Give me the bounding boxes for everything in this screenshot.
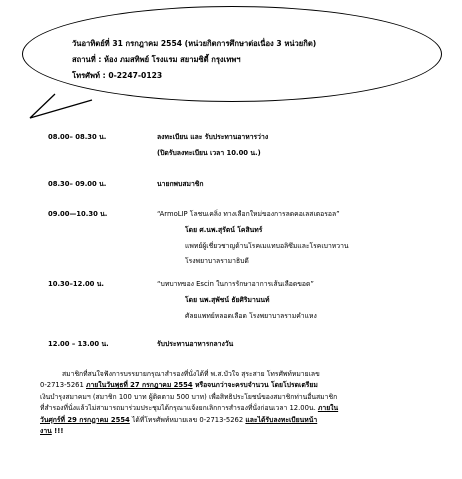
schedule-time: 09.00—10.30 น. — [48, 210, 108, 218]
paragraph-line: สมาชิกที่สนใจฟังการบรรยายกรุณาสำรองที่นั่งได้ที่ พ.ส.บัวใจ สุระสาย โทรศัพท์หมายเลข — [62, 370, 320, 378]
schedule-title: รับประทานอาหารกลางวัน — [157, 340, 234, 348]
schedule-time: 10.30–12.00 น. — [48, 280, 104, 288]
schedule-time: 08.00– 08.30 น. — [48, 133, 107, 141]
paragraph-text: 0-2713-5261 — [40, 381, 86, 390]
schedule-time: 12.00 – 13.00 น. — [48, 340, 109, 348]
schedule-speaker: โดย นพ.สุพัชน์ ธัยศิริมานนท์ — [185, 296, 270, 304]
schedule-note: (ปิดรับลงทะเบียน เวลา 10.00 น.) — [157, 149, 261, 157]
header-phone: โทรศัพท์ : 0-2247-0123 — [72, 71, 163, 80]
schedule-affiliation: ศัลยแพทย์หลอดเลือด โรงพยาบาลรามคำแหง — [185, 312, 317, 320]
onsite-registration-text: และได้รับลงทะเบียนหน้า — [245, 415, 318, 424]
paragraph-line — [40, 380, 432, 391]
paragraph-text: ที่สำรองที่นั่งแล้วไม่สามารถมาร่วมประชุมได้กรุณาแจ้งยกเลิกการสำรองที่นั่งก่อนเวลา 12.00น. — [40, 404, 318, 413]
cancel-deadline-text: ภายใน — [317, 404, 339, 413]
paragraph-line — [40, 415, 432, 426]
header-date: วันอาทิตย์ที่ 31 กรกฎาคม 2554 (หน่วยกิตการศึกษาต่อเนื่อง 3 หน่วยกิต) — [72, 39, 317, 48]
cancel-deadline-text: วันศุกร์ที่ 29 กรกฎาคม 2554 — [40, 415, 130, 424]
paragraph-line: เงินบำรุงสมาคมฯ (สมาชิก 100 บาท ผู้ติดตาม 500 บาท) เพื่อสิทธิประโยชน์ของสมาชิกท่านอื่นสมาชิก — [40, 392, 338, 401]
schedule-affiliation: โรงพยาบาลรามาธิบดี — [185, 257, 249, 265]
paragraph-text: !!! — [51, 427, 64, 436]
header-venue: สถานที่ : ห้อง ภมสทิพย์ โรงแรม สยามซิตี้ กรุงเทพฯ — [72, 55, 241, 64]
paragraph-line — [40, 403, 432, 414]
schedule-affiliation: แพทย์ผู้เชี่ยวชาญด้านโรคเมแทบอลิซึมและโรคเบาหวาน — [185, 242, 349, 250]
schedule-title: ลงทะเบียน และ รับประทานอาหารว่าง — [157, 133, 269, 141]
schedule-title: “บทบาทของ Escin ในการรักษาอาการเส้นเลือดขอด” — [157, 280, 314, 288]
paragraph-text: หรือจนกว่าจะครบจำนวน โดยโปรดเตรียม — [192, 381, 318, 390]
paragraph-line — [40, 426, 432, 437]
deadline-text: ภายในวันพุธที่ 27 กรกฎาคม 2554 — [86, 381, 193, 390]
paragraph-text: ได้ที่โทรศัพท์หมายเลข 0-2713-5262 — [129, 415, 246, 424]
onsite-registration-text: งาน — [40, 427, 52, 436]
schedule-speaker: โดย ศ.นพ.สุรัตน์ โคสินทร์ — [185, 226, 263, 234]
schedule-time: 08.30– 09.00 น. — [48, 180, 107, 188]
schedule-title: “ArmoLIP โลชนเคลิ่ง ทางเลือกใหม่ของการลดคอเลสเตอรอล” — [157, 210, 340, 218]
registration-paragraph — [40, 369, 432, 437]
schedule-title: นายกพบสมาชิก — [157, 180, 204, 188]
